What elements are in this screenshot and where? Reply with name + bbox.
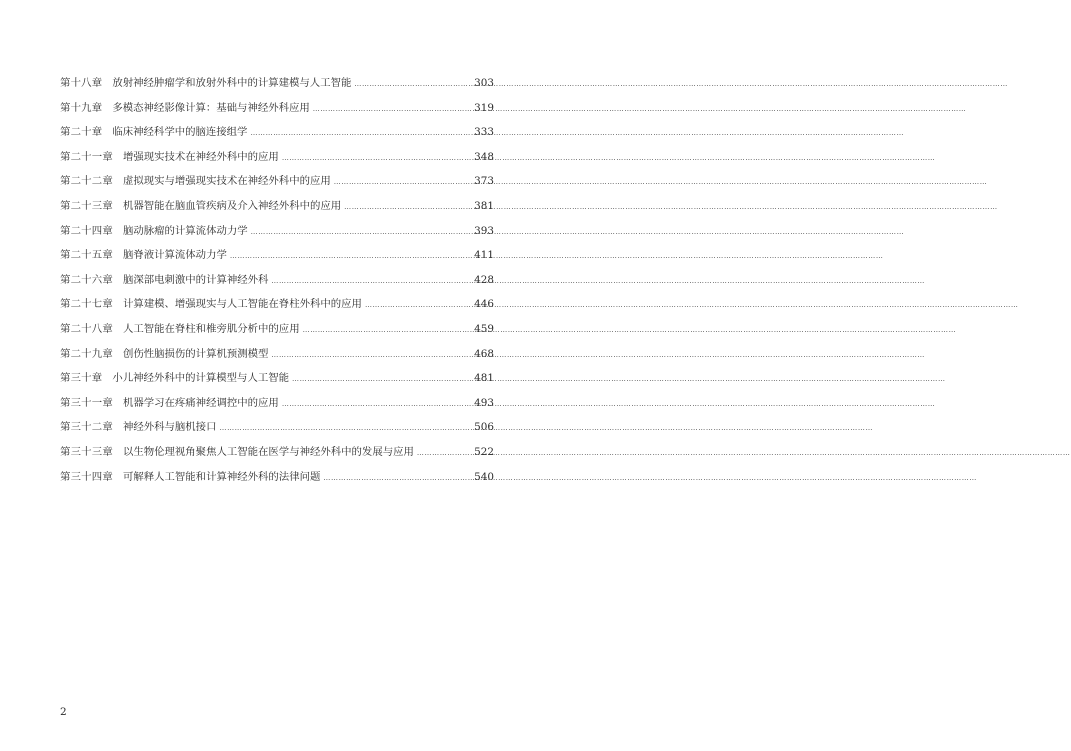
toc-dot-leader bbox=[365, 292, 471, 318]
toc-chapter-title: 可解释人工智能和计算神经外科的法律问题 bbox=[122, 470, 321, 483]
toc-chapter-title: 虚拟现实与增强现实技术在神经外科中的应用 bbox=[122, 175, 331, 188]
toc-page-number: 468 bbox=[474, 347, 494, 360]
toc-page-number: 540 bbox=[474, 470, 494, 483]
toc-page-number: 493 bbox=[474, 396, 494, 409]
toc-entry bbox=[60, 366, 494, 391]
toc-entry bbox=[60, 342, 494, 367]
toc-chapter-number: 第三十章 bbox=[60, 372, 103, 385]
toc-chapter-number: 第三十一章 bbox=[60, 396, 113, 409]
toc-entry bbox=[60, 440, 494, 465]
toc-page-number: 459 bbox=[474, 322, 494, 335]
toc-page-number: 319 bbox=[474, 101, 494, 114]
toc-dot-leader bbox=[250, 120, 471, 146]
toc-chapter-title: 机器学习在疼痛神经调控中的应用 bbox=[122, 396, 279, 409]
toc-entry bbox=[60, 391, 494, 416]
toc-chapter-number: 第三十三章 bbox=[60, 445, 113, 458]
toc-chapter-number: 第十九章 bbox=[60, 101, 103, 114]
toc-entry bbox=[60, 243, 494, 268]
toc-entry bbox=[60, 465, 494, 490]
toc-chapter-number: 第十八章 bbox=[60, 77, 103, 89]
toc-chapter-title: 增强现实技术在神经外科中的应用 bbox=[122, 150, 279, 163]
toc-chapter-title: 多模态神经影像计算：基础与神经外科应用 bbox=[112, 101, 310, 114]
toc-entry bbox=[60, 120, 494, 145]
toc-chapter-number: 第二十二章 bbox=[60, 175, 113, 188]
toc-dot-leader bbox=[282, 391, 471, 417]
toc-page-number: 348 bbox=[474, 150, 494, 163]
toc-dot-leader bbox=[344, 194, 471, 220]
toc-chapter-title: 小儿神经外科中的计算模型与人工智能 bbox=[112, 372, 290, 385]
toc-chapter-title: 人工智能在脊柱和椎旁肌分析中的应用 bbox=[122, 322, 300, 335]
toc-dot-leader bbox=[292, 366, 471, 392]
toc-dot-leader bbox=[334, 169, 471, 195]
toc-page-number: 481 bbox=[474, 372, 494, 385]
toc-chapter-title: 脑动脉瘤的计算流体动力学 bbox=[122, 224, 248, 237]
toc-page-number: 522 bbox=[474, 445, 494, 458]
toc-dot-leader bbox=[230, 243, 471, 269]
toc-entry bbox=[60, 145, 494, 170]
toc-entry bbox=[60, 169, 494, 194]
toc-dot-leader bbox=[271, 268, 471, 294]
toc-dot-leader bbox=[417, 440, 471, 466]
toc-page-number: 373 bbox=[474, 175, 494, 188]
toc-entry bbox=[60, 415, 494, 440]
toc-chapter-title: 脑深部电刺激中的计算神经外科 bbox=[122, 273, 269, 286]
toc-chapter-title: 放射神经肿瘤学和放射外科中的计算建模与人工智能 bbox=[112, 77, 352, 89]
page-number-footer: 2 bbox=[60, 706, 67, 718]
toc-page-number: 506 bbox=[474, 421, 494, 434]
toc-dot-leader bbox=[303, 317, 471, 343]
toc-chapter-number: 第三十二章 bbox=[60, 421, 113, 434]
toc-chapter-title: 脑脊液计算流体动力学 bbox=[122, 249, 227, 262]
toc-chapter-title: 以生物伦理视角聚焦人工智能在医学与神经外科中的发展与应用 bbox=[122, 445, 414, 458]
toc-page-number: 428 bbox=[474, 273, 494, 286]
toc-entry bbox=[60, 268, 494, 293]
toc-page-number: 411 bbox=[474, 249, 494, 262]
toc-chapter-number: 第二十七章 bbox=[60, 298, 113, 311]
toc-chapter-title: 临床神经科学中的脑连接组学 bbox=[112, 126, 248, 139]
toc-dot-leader bbox=[354, 71, 471, 97]
toc-chapter-title: 机器智能在脑血管疾病及介入神经外科中的应用 bbox=[122, 199, 342, 212]
toc-chapter-number: 第三十四章 bbox=[60, 470, 113, 483]
toc-entry bbox=[60, 96, 494, 121]
toc-chapter-title: 计算建模、增强现实与人工智能在脊柱外科中的应用 bbox=[122, 298, 362, 311]
toc-chapter-number: 第二十三章 bbox=[60, 199, 113, 212]
toc-chapter-title: 创伤性脑损伤的计算机预测模型 bbox=[122, 347, 269, 360]
toc-chapter-title: 神经外科与脑机接口 bbox=[122, 421, 217, 434]
toc-entry bbox=[60, 292, 494, 317]
toc-chapter-number: 第二十五章 bbox=[60, 249, 113, 262]
toc-chapter-number: 第二十四章 bbox=[60, 224, 113, 237]
toc-entry bbox=[60, 317, 494, 342]
toc-chapter-number: 第二十一章 bbox=[60, 150, 113, 163]
toc-chapter-number: 第二十八章 bbox=[60, 322, 113, 335]
toc-chapter-number: 第二十六章 bbox=[60, 273, 113, 286]
toc-chapter-number: 第二十章 bbox=[60, 126, 103, 139]
toc-page-number: 393 bbox=[474, 224, 494, 237]
toc-page-number: 446 bbox=[474, 298, 494, 311]
toc-dot-leader bbox=[251, 219, 471, 245]
toc-dot-leader bbox=[219, 415, 471, 441]
toc-chapter-number: 第二十九章 bbox=[60, 347, 113, 360]
table-of-contents bbox=[60, 71, 494, 489]
toc-dot-leader bbox=[323, 465, 471, 491]
toc-dot-leader bbox=[282, 145, 471, 171]
toc-page-number: 333 bbox=[474, 126, 494, 139]
toc-dot-leader bbox=[271, 342, 471, 368]
toc-entry bbox=[60, 219, 494, 244]
toc-entry bbox=[60, 71, 494, 96]
toc-dot-leader bbox=[313, 96, 471, 122]
toc-page-number: 303 bbox=[474, 77, 494, 89]
toc-page-number: 381 bbox=[474, 199, 494, 212]
toc-entry bbox=[60, 194, 494, 219]
